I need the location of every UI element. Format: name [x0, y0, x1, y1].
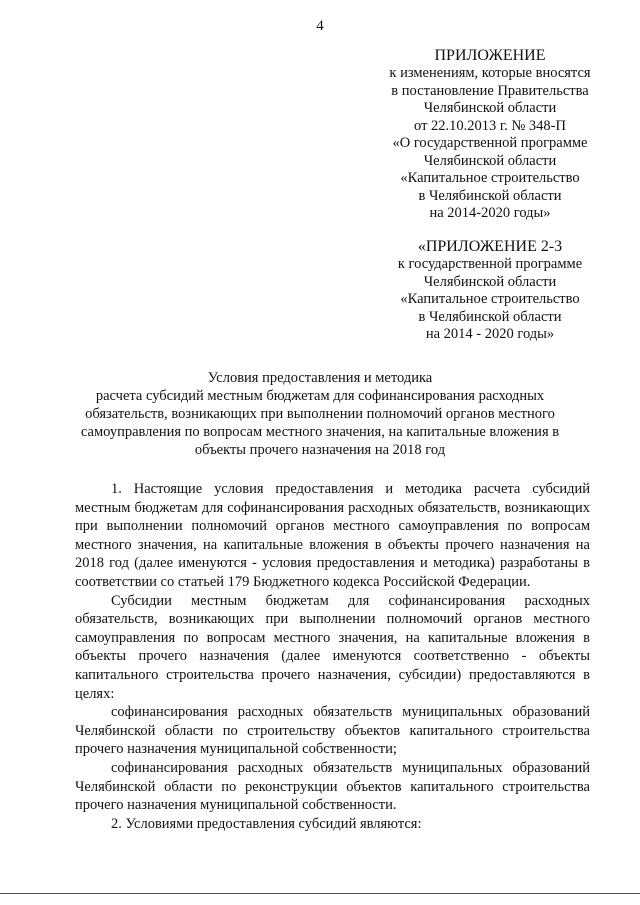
paragraph-3: софинансирования расходных обязательств муниципальных образований Челябинской области по строительству объектов капитального строительства прочего назначения муниципальной собственности; — [75, 704, 590, 758]
appendix-program-line: на 2014 - 2020 годы» — [425, 326, 555, 342]
appendix-changes-line: в постановление Правительства — [391, 82, 589, 99]
paragraph-2: Субсидии местным бюджетам для софинансирования расходных обязательств, возникающих при выполнении полномочий органов местного самоуправления по вопросам местного значения, на капитальные вложения в объекты прочего назначения (далее именуются соответственно - объекты капитального строительства прочего назначения, субсидии) предоставляются в целях: — [75, 592, 590, 702]
appendix-changes-line: в Челябинской области — [418, 187, 562, 204]
appendix-program-line: к государственной программе — [397, 256, 583, 272]
appendix-changes-line: «О государственной программе — [392, 135, 588, 151]
appendix-program-line: «Капитальное строительство — [400, 291, 580, 307]
appendix-program-line: Челябинской области — [423, 273, 557, 290]
page-number: 4 — [316, 18, 324, 34]
document-title — [60, 369, 580, 459]
appendix-program-line: в Челябинской области — [418, 308, 562, 325]
appendix-changes-line: к изменениям, которые вносятся — [389, 65, 591, 81]
appendix-changes-heading: ПРИЛОЖЕНИЕ — [434, 47, 546, 64]
appendix-changes-line: Челябинской области — [423, 100, 557, 116]
scan-edge-line — [0, 893, 640, 894]
title-line: самоуправления по вопросам местного значения, на капитальные вложения в — [80, 424, 560, 440]
title-line: расчета субсидий местным бюджетам для софинансирования расходных — [95, 388, 545, 404]
document-body — [75, 480, 590, 833]
appendix-changes-line: на 2014-2020 годы» — [429, 205, 551, 221]
paragraph-1: 1. Настоящие условия предоставления и методика расчета субсидий местным бюджетам для софинансирования расходных обязательств, возникающих при выполнении полномочий органов местного самоуправления по вопросам местного значения, на капитальные вложения в объекты прочего назначения на 2018 год (далее именуются - условия предоставления и методика) разработаны в соответствии со статьей 179 Бюджетного кодекса Российской Федерации. — [75, 481, 590, 590]
appendix-program-block — [360, 237, 620, 344]
appendix-changes-line: «Капитальное строительство — [400, 170, 580, 186]
appendix-program-heading: «ПРИЛОЖЕНИЕ 2-3 — [417, 238, 563, 255]
paragraph-5: 2. Условиями предоставления субсидий являются: — [111, 815, 422, 832]
appendix-changes-block — [360, 46, 620, 223]
title-line: обязательств, возникающих при выполнении полномочий органов местного — [85, 406, 555, 422]
title-line: объекты прочего назначения на 2018 год — [194, 442, 446, 458]
title-line: Условия предоставления и методика — [207, 370, 433, 386]
appendix-changes-line: от 22.10.2013 г. № 348-П — [414, 117, 566, 134]
paragraph-4: софинансирования расходных обязательств муниципальных образований Челябинской области по реконструкции объектов капитального строительства прочего назначения муниципальной собственности. — [75, 759, 590, 814]
appendix-changes-line: Челябинской области — [423, 152, 557, 169]
